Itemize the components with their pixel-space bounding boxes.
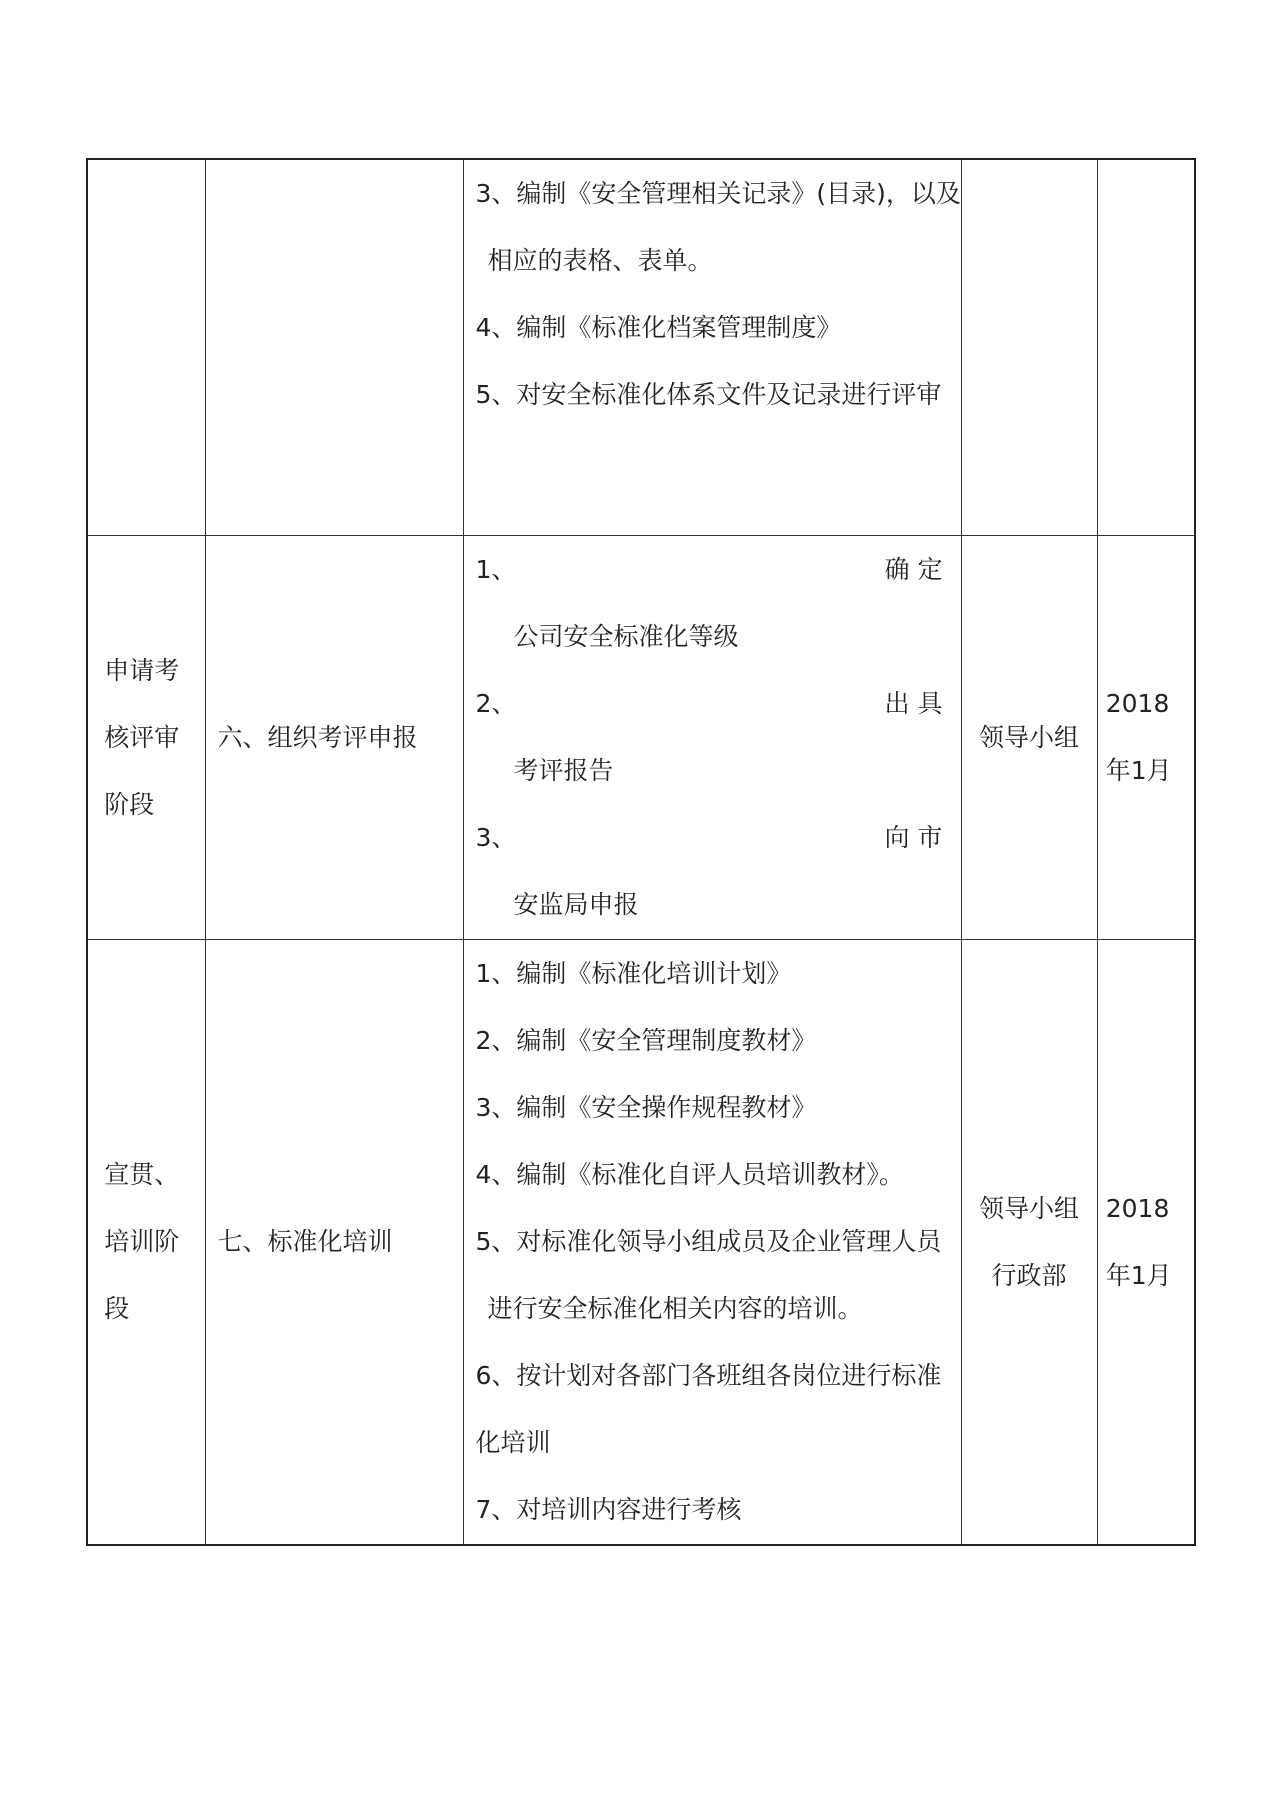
owner-label: 行政部 <box>991 1260 1067 1290</box>
stage-cell <box>87 159 205 535</box>
owner-cell <box>961 535 1097 939</box>
content-line: 进行安全标准化相关内容的培训。 <box>487 1293 863 1323</box>
owner-label: 领导小组 <box>978 1193 1079 1223</box>
stage-cell <box>87 939 205 1545</box>
content-line: 安监局申报 <box>513 889 639 919</box>
date-cell <box>1097 159 1195 535</box>
owner-label: 领导小组 <box>978 722 1079 752</box>
content-line: 1、 确定 <box>475 554 951 584</box>
task-cell <box>205 535 463 939</box>
date-cell <box>1097 939 1195 1545</box>
table-row <box>87 939 1195 1545</box>
content-line: 6、按计划对各部门各班组各岗位进行标准 <box>475 1360 942 1390</box>
stage-cell <box>87 535 205 939</box>
content-line: 4、编制《标准化自评人员培训教材》。 <box>475 1159 904 1189</box>
date-cell <box>1097 535 1195 939</box>
content-line: 公司安全标准化等级 <box>513 621 739 651</box>
content-cell <box>463 939 961 1545</box>
table-row <box>87 159 1195 535</box>
content-line: 化培训 <box>475 1427 551 1457</box>
content-line: 3、编制《安全管理相关记录》(目录)，以及 <box>475 179 961 208</box>
content-line: 5、对标准化领导小组成员及企业管理人员 <box>475 1226 942 1256</box>
content-line: 考评报告 <box>513 755 614 785</box>
table-row <box>87 535 1195 939</box>
task-label: 六、组织考评申报 <box>217 722 418 752</box>
content-line: 3、编制《安全操作规程教材》 <box>475 1092 817 1122</box>
stage-label: 申请考核评审阶段 <box>104 655 180 819</box>
content-line: 4、编制《标准化档案管理制度》 <box>475 313 842 342</box>
owner-cell <box>961 159 1097 535</box>
content-line: 3、 向市 <box>475 822 951 852</box>
stage-label: 宣贯、培训阶段 <box>104 1160 180 1324</box>
content-line: 5、对安全标准化体系文件及记录进行评审 <box>475 380 942 409</box>
content-line: 2、编制《安全管理制度教材》 <box>475 1025 817 1055</box>
content-line: 7、对培训内容进行考核 <box>475 1494 742 1524</box>
content-line: 1、编制《标准化培训计划》 <box>475 958 792 988</box>
date-label: 2018年1月 <box>1105 1193 1172 1290</box>
content-line: 2、 出具 <box>475 688 951 718</box>
content-cell <box>463 535 961 939</box>
safety-standardization-plan-table <box>86 158 1196 1546</box>
date-label: 2018年1月 <box>1105 689 1172 785</box>
task-label: 七、标准化培训 <box>217 1227 393 1257</box>
content-line: 相应的表格、表单。 <box>487 246 713 275</box>
task-cell <box>205 159 463 535</box>
owner-cell <box>961 939 1097 1545</box>
content-cell <box>463 159 961 535</box>
task-cell <box>205 939 463 1545</box>
